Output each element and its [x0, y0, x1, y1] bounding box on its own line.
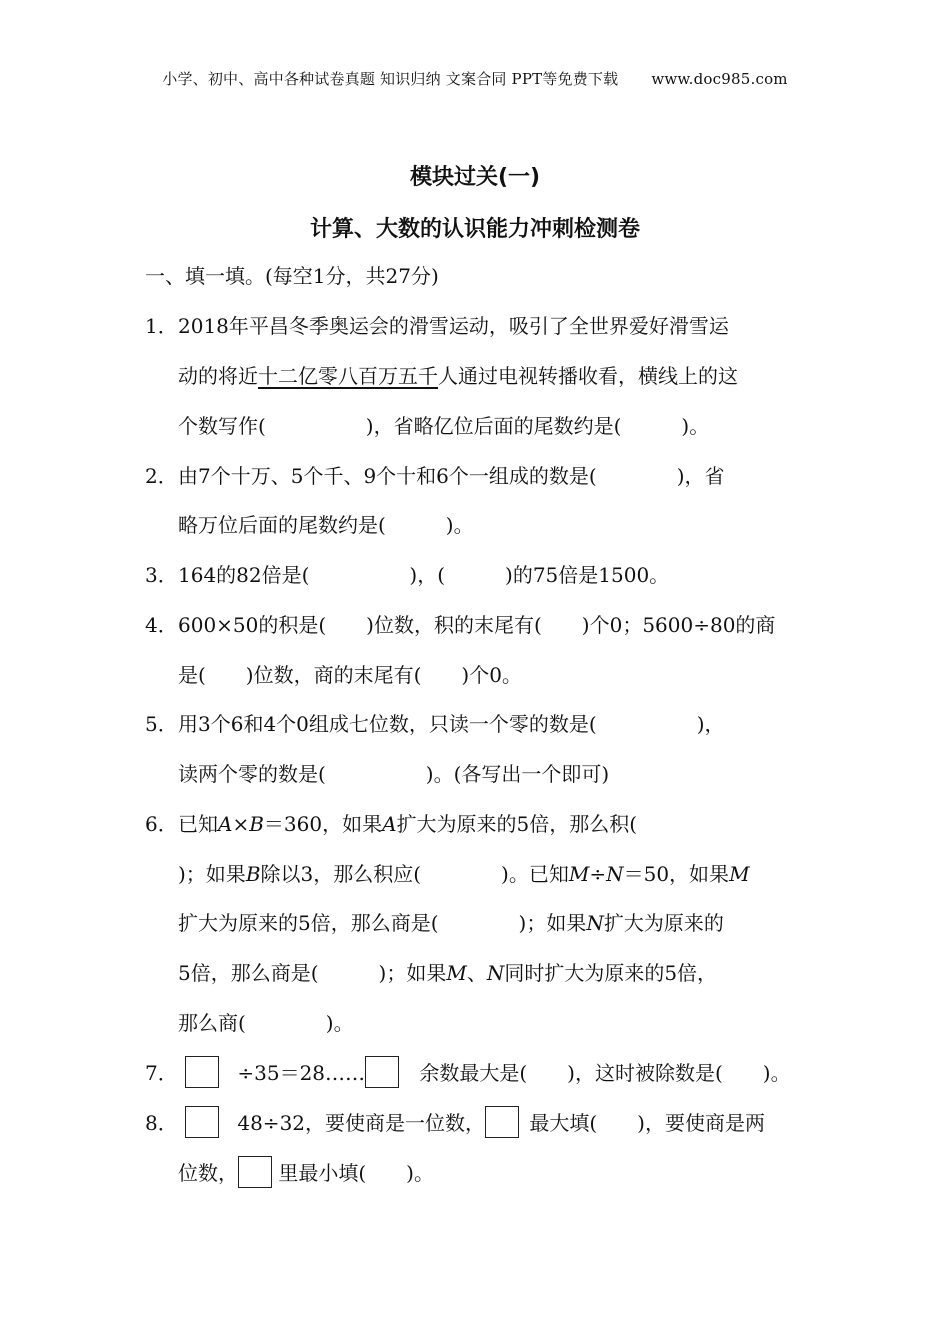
var-m: M — [446, 961, 467, 985]
q6-line4 — [178, 960, 717, 986]
q4-number: 4． — [145, 613, 178, 637]
var-m: M — [568, 862, 590, 886]
q6-text: 同时扩大为原来的5倍， — [504, 961, 718, 985]
q8-text-b: 最大填( )，要使商是两 — [529, 1111, 765, 1135]
q6-text: ＝360，如果 — [263, 812, 383, 836]
q6-line1 — [178, 811, 637, 837]
q1-underlined-number: 十二亿零八百万五千 — [258, 364, 438, 388]
q2-number: 2． — [145, 464, 178, 488]
q6-text: ÷ — [589, 862, 607, 886]
var-m: M — [729, 862, 750, 886]
q6-text: 除以3，那么积应( )。已知 — [260, 862, 569, 886]
q8-line1 — [185, 1110, 765, 1138]
q6-text: )；如果 — [178, 862, 246, 886]
q1-line2 — [178, 363, 738, 389]
var-n: N — [606, 862, 624, 886]
q7-tail: 余数最大是( )，这时被除数是( )。 — [419, 1061, 791, 1085]
q6-text: 扩大为原来的 — [603, 911, 724, 935]
q5-line1: 用3个6和4个0组成七位数，只读一个零的数是( )， — [178, 712, 725, 736]
section-heading: 一、填一填。(每空1分，共27分) — [145, 264, 439, 288]
answer-box[interactable] — [238, 1156, 272, 1188]
q1-line1: 2018年平昌冬季奥运会的滑雪运动，吸引了全世界爱好滑雪运 — [178, 314, 729, 338]
q6-text: × — [232, 812, 250, 836]
q8-text-c: 位数， — [178, 1161, 238, 1185]
q5-number: 5． — [145, 712, 178, 736]
q4-line2: 是( )位数，商的末尾有( )个0。 — [178, 663, 522, 687]
q8-number: 8． — [145, 1111, 178, 1135]
q5-line2: 读两个零的数是( )。(各写出一个即可) — [178, 762, 610, 786]
q7-line — [185, 1060, 791, 1088]
q2-line2: 略万位后面的尾数约是( )。 — [178, 513, 474, 537]
q6-text: 5倍，那么商是( )；如果 — [178, 961, 447, 985]
var-b: B — [245, 862, 261, 886]
var-a: A — [218, 812, 233, 836]
answer-box[interactable] — [185, 1106, 219, 1138]
var-a: A — [382, 812, 397, 836]
q1-line2-b: 人通过电视转播收看，横线上的这 — [438, 364, 738, 388]
q8-text-a: 48÷32，要使商是一位数， — [237, 1111, 486, 1135]
q6-text: 已知 — [178, 812, 218, 836]
q6-line3 — [178, 910, 724, 936]
q7-number: 7． — [145, 1061, 178, 1085]
doc-subtitle: 计算、大数的认识能力冲刺检测卷 — [309, 217, 640, 242]
q6-line2 — [178, 861, 750, 887]
q6-text: 、 — [466, 961, 487, 985]
header-text: 小学、初中、高中各种试卷真题 知识归纳 文案合同 PPT等免费下载 — [162, 70, 619, 88]
var-b: B — [249, 812, 264, 836]
answer-box[interactable] — [185, 1056, 219, 1088]
q1-line2-a: 动的将近 — [178, 364, 258, 388]
answer-box[interactable] — [485, 1106, 519, 1138]
q3-line1: 164的82倍是( )，( )的75倍是1500。 — [178, 563, 670, 587]
q6-line5: 那么商( )。 — [178, 1011, 354, 1035]
var-n: N — [486, 961, 505, 985]
q2-line1: 由7个十万、5个千、9个十和6个一组成的数是( )，省 — [178, 464, 725, 488]
q3-number: 3． — [145, 563, 178, 587]
q6-text: ＝50，如果 — [623, 862, 730, 886]
q7-mid: ÷35＝28…… — [237, 1061, 366, 1085]
q1-number: 1． — [145, 314, 178, 338]
var-n: N — [586, 911, 604, 935]
answer-box[interactable] — [365, 1056, 399, 1088]
q6-text: 扩大为原来的5倍，那么商是( )；如果 — [178, 911, 587, 935]
q4-line1: 600×50的积是( )位数，积的末尾有( )个0；5600÷80的商 — [178, 613, 776, 637]
q8-line2 — [178, 1160, 434, 1188]
doc-title: 模块过关(一) — [409, 165, 541, 190]
q6-text: 扩大为原来的5倍，那么积( — [396, 812, 638, 836]
q8-text-d: 里最小填( )。 — [278, 1161, 434, 1185]
q1-line3: 个数写作( )，省略亿位后面的尾数约是( )。 — [178, 414, 710, 438]
site-header — [0, 68, 950, 89]
header-url[interactable]: www.doc985.com — [651, 70, 788, 88]
q6-number: 6． — [145, 812, 178, 836]
